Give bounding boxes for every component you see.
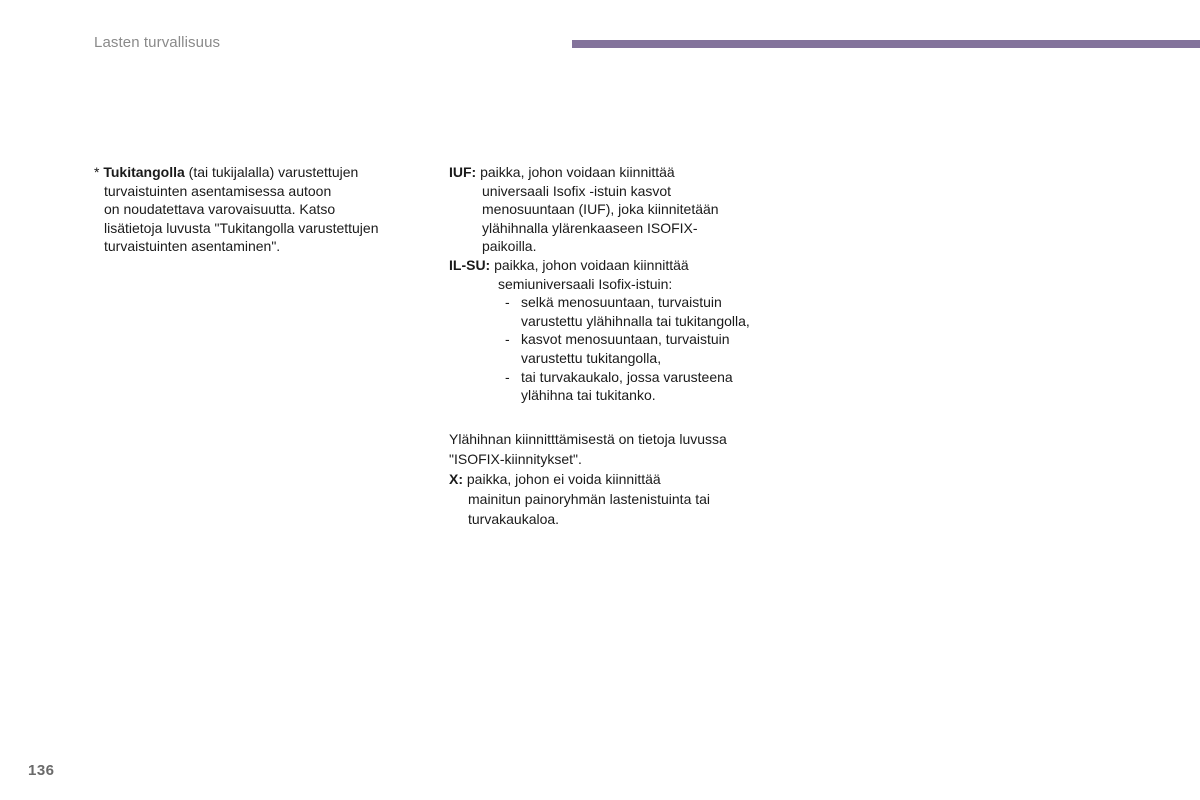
list-item-continuation: ylähihna tai tukitanko. [521, 387, 656, 404]
x-entry [449, 469, 809, 529]
paragraph-gap [449, 405, 809, 429]
x-term: X: [449, 470, 463, 487]
x-line-2: mainitun painoryhmän lastenistuinta tai [468, 490, 711, 507]
note-line-2: turvaistuinten asentamisessa autoon [104, 182, 332, 199]
list-item-continuation: varustettu tukitangolla, [521, 349, 662, 366]
strap-note [449, 429, 809, 469]
note-bold-term: Tukitangolla [103, 164, 185, 180]
strap-note-line-2: "ISOFIX-kiinnitykset". [449, 450, 582, 467]
page-number: 136 [28, 762, 55, 779]
header-accent-bar [572, 40, 1200, 48]
list-item-text: kasvot menosuuntaan, turvaistuin [521, 331, 730, 348]
strap-note-line-1: Ylähihnan kiinnitttämisestä on tietoja luvussa [449, 430, 727, 447]
note-asterisk: * [94, 164, 100, 180]
iuf-text: paikka, johon voidaan kiinnittää [476, 164, 675, 180]
left-column-note [94, 163, 434, 256]
x-line-3: turvakaukaloa. [468, 510, 560, 527]
iuf-line-4: ylähihnalla ylärenkaaseen ISOFIX- [482, 219, 698, 236]
ilsu-list-item [449, 368, 809, 387]
ilsu-entry [449, 256, 809, 405]
note-line-3: on noudatettava varovaisuutta. Katso [104, 201, 336, 218]
ilsu-list-item [449, 293, 809, 312]
iuf-line-5: paikoilla. [482, 238, 537, 255]
x-text: paikka, johon ei voida kiinnittää [463, 470, 661, 487]
iuf-term: IUF: [449, 164, 477, 180]
note-line-1 [94, 163, 434, 182]
ilsu-term: IL-SU: [449, 256, 491, 273]
dash-bullet: - [505, 331, 510, 348]
note-line-4: lisätietoja luvusta "Tukitangolla varustettujen [104, 219, 379, 236]
list-item-text: tai turvakaukalo, jossa varusteena [521, 368, 733, 385]
ilsu-line-1 [449, 256, 809, 275]
running-header-title: Lasten turvallisuus [94, 34, 221, 51]
iuf-entry [449, 163, 809, 256]
ilsu-line-2: semiuniversaali Isofix-istuin: [498, 275, 673, 292]
iuf-line-2: universaali Isofix -istuin kasvot [482, 182, 672, 199]
iuf-line-1 [449, 163, 809, 182]
dash-bullet: - [505, 368, 510, 385]
ilsu-text: paikka, johon voidaan kiinnittää [490, 256, 689, 273]
list-item-continuation: varustettu ylähihnalla tai tukitangolla, [521, 312, 750, 329]
note-text: (tai tukijalalla) varustettujen [184, 164, 359, 180]
list-item-text: selkä menosuuntaan, turvaistuin [521, 294, 722, 311]
right-column-definitions [449, 163, 809, 529]
ilsu-list-item [449, 330, 809, 349]
iuf-line-3: menosuuntaan (IUF), joka kiinnitetään [482, 201, 719, 218]
x-line-1 [449, 469, 809, 489]
note-line-5: turvaistuinten asentaminen". [104, 238, 281, 255]
dash-bullet: - [505, 294, 510, 311]
